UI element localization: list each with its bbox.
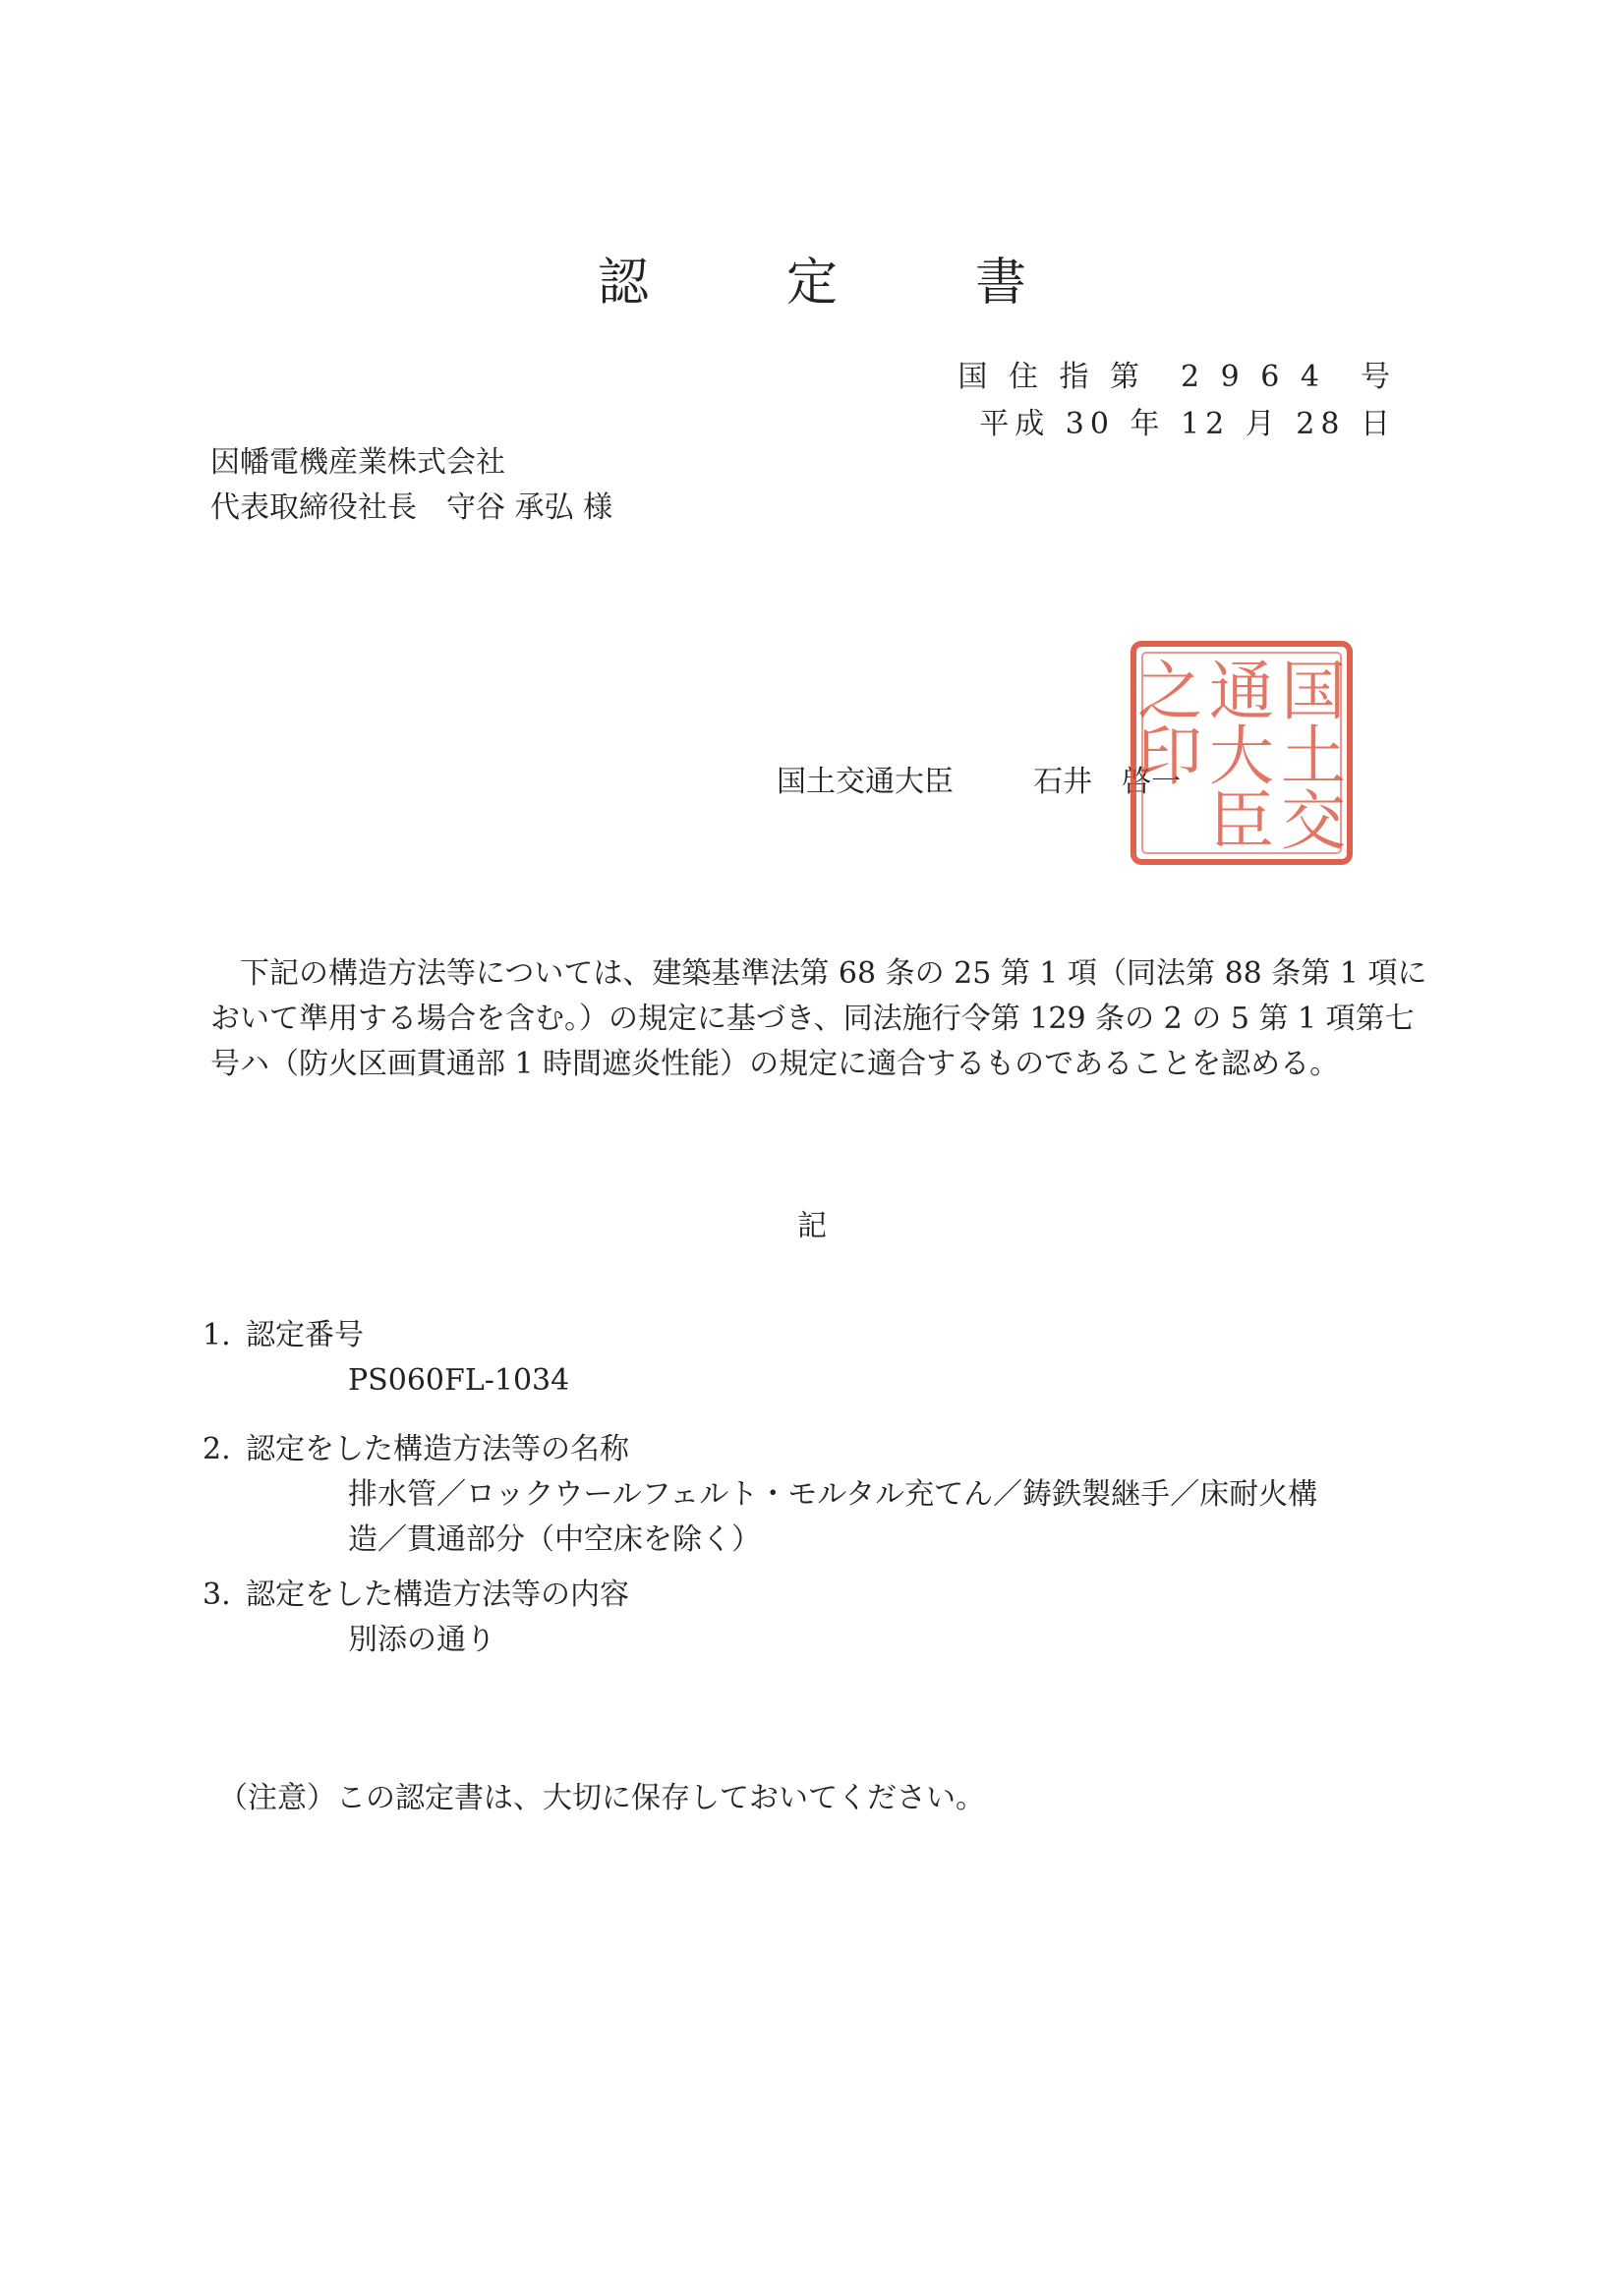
document-title: 認 定 書 (597, 254, 1070, 313)
item-number: 2. (203, 1432, 231, 1466)
document-number-block (957, 354, 1396, 448)
seal-character: 交 (1281, 783, 1346, 859)
item-number: 1. (203, 1318, 231, 1352)
seal-character: 臣 (1209, 783, 1274, 859)
seal-character: 印 (1137, 718, 1202, 794)
seal-character: 大 (1209, 718, 1274, 794)
recipient-person: 代表取締役社長 守谷 承弘 様 (210, 490, 613, 525)
seal-character: 国 (1281, 654, 1346, 729)
official-seal (1129, 639, 1355, 867)
item-1 (203, 1313, 1341, 1404)
body-paragraph: 下記の構造方法等については、建築基準法第 68 条の 25 第 1 項（同法第 88 条第 1 項において準用する場合を含む。）の規定に基づき、同法施行令第 129 条の 2 の 5 第 1 項第七号ハ（防火区画貫通部 1 時間遮炎性能）の規定に適合するものであることを認める。 (210, 956, 1427, 1081)
item-3 (203, 1573, 1341, 1663)
item-heading: 認定をした構造方法等の名称 (246, 1432, 629, 1466)
caution-note: （注意）この認定書は、大切に保存しておいてください。 (218, 1781, 985, 1815)
issue-date: 平成 30 年 12 月 28 日 (979, 407, 1396, 441)
issuer-block (777, 757, 1181, 800)
item-heading: 認定番号 (246, 1318, 364, 1352)
item-number: 3. (203, 1578, 231, 1612)
seal-character: 之 (1137, 654, 1202, 729)
recipient-company: 因幡電機産業株式会社 (210, 445, 505, 480)
ki-label: 記 (797, 1209, 827, 1243)
item-content: PS060FL-1034 (348, 1363, 570, 1398)
document-number: 国 住 指 第 2 9 6 4 号 (957, 360, 1396, 394)
item-2 (203, 1427, 1341, 1563)
issuer-title: 国土交通大臣 (777, 765, 954, 799)
item-content: 別添の通り (348, 1623, 495, 1657)
recipient-block (210, 440, 612, 531)
seal-character: 通 (1209, 654, 1274, 729)
seal-character: 土 (1281, 718, 1346, 794)
item-heading: 認定をした構造方法等の内容 (246, 1578, 629, 1612)
item-content: 排水管／ロックウールフェルト・モルタル充てん／鋳鉄製継手／床耐火構造／貫通部分（中空床を除く） (348, 1477, 1318, 1557)
issuer-name: 石井 啓一 (1033, 765, 1182, 799)
